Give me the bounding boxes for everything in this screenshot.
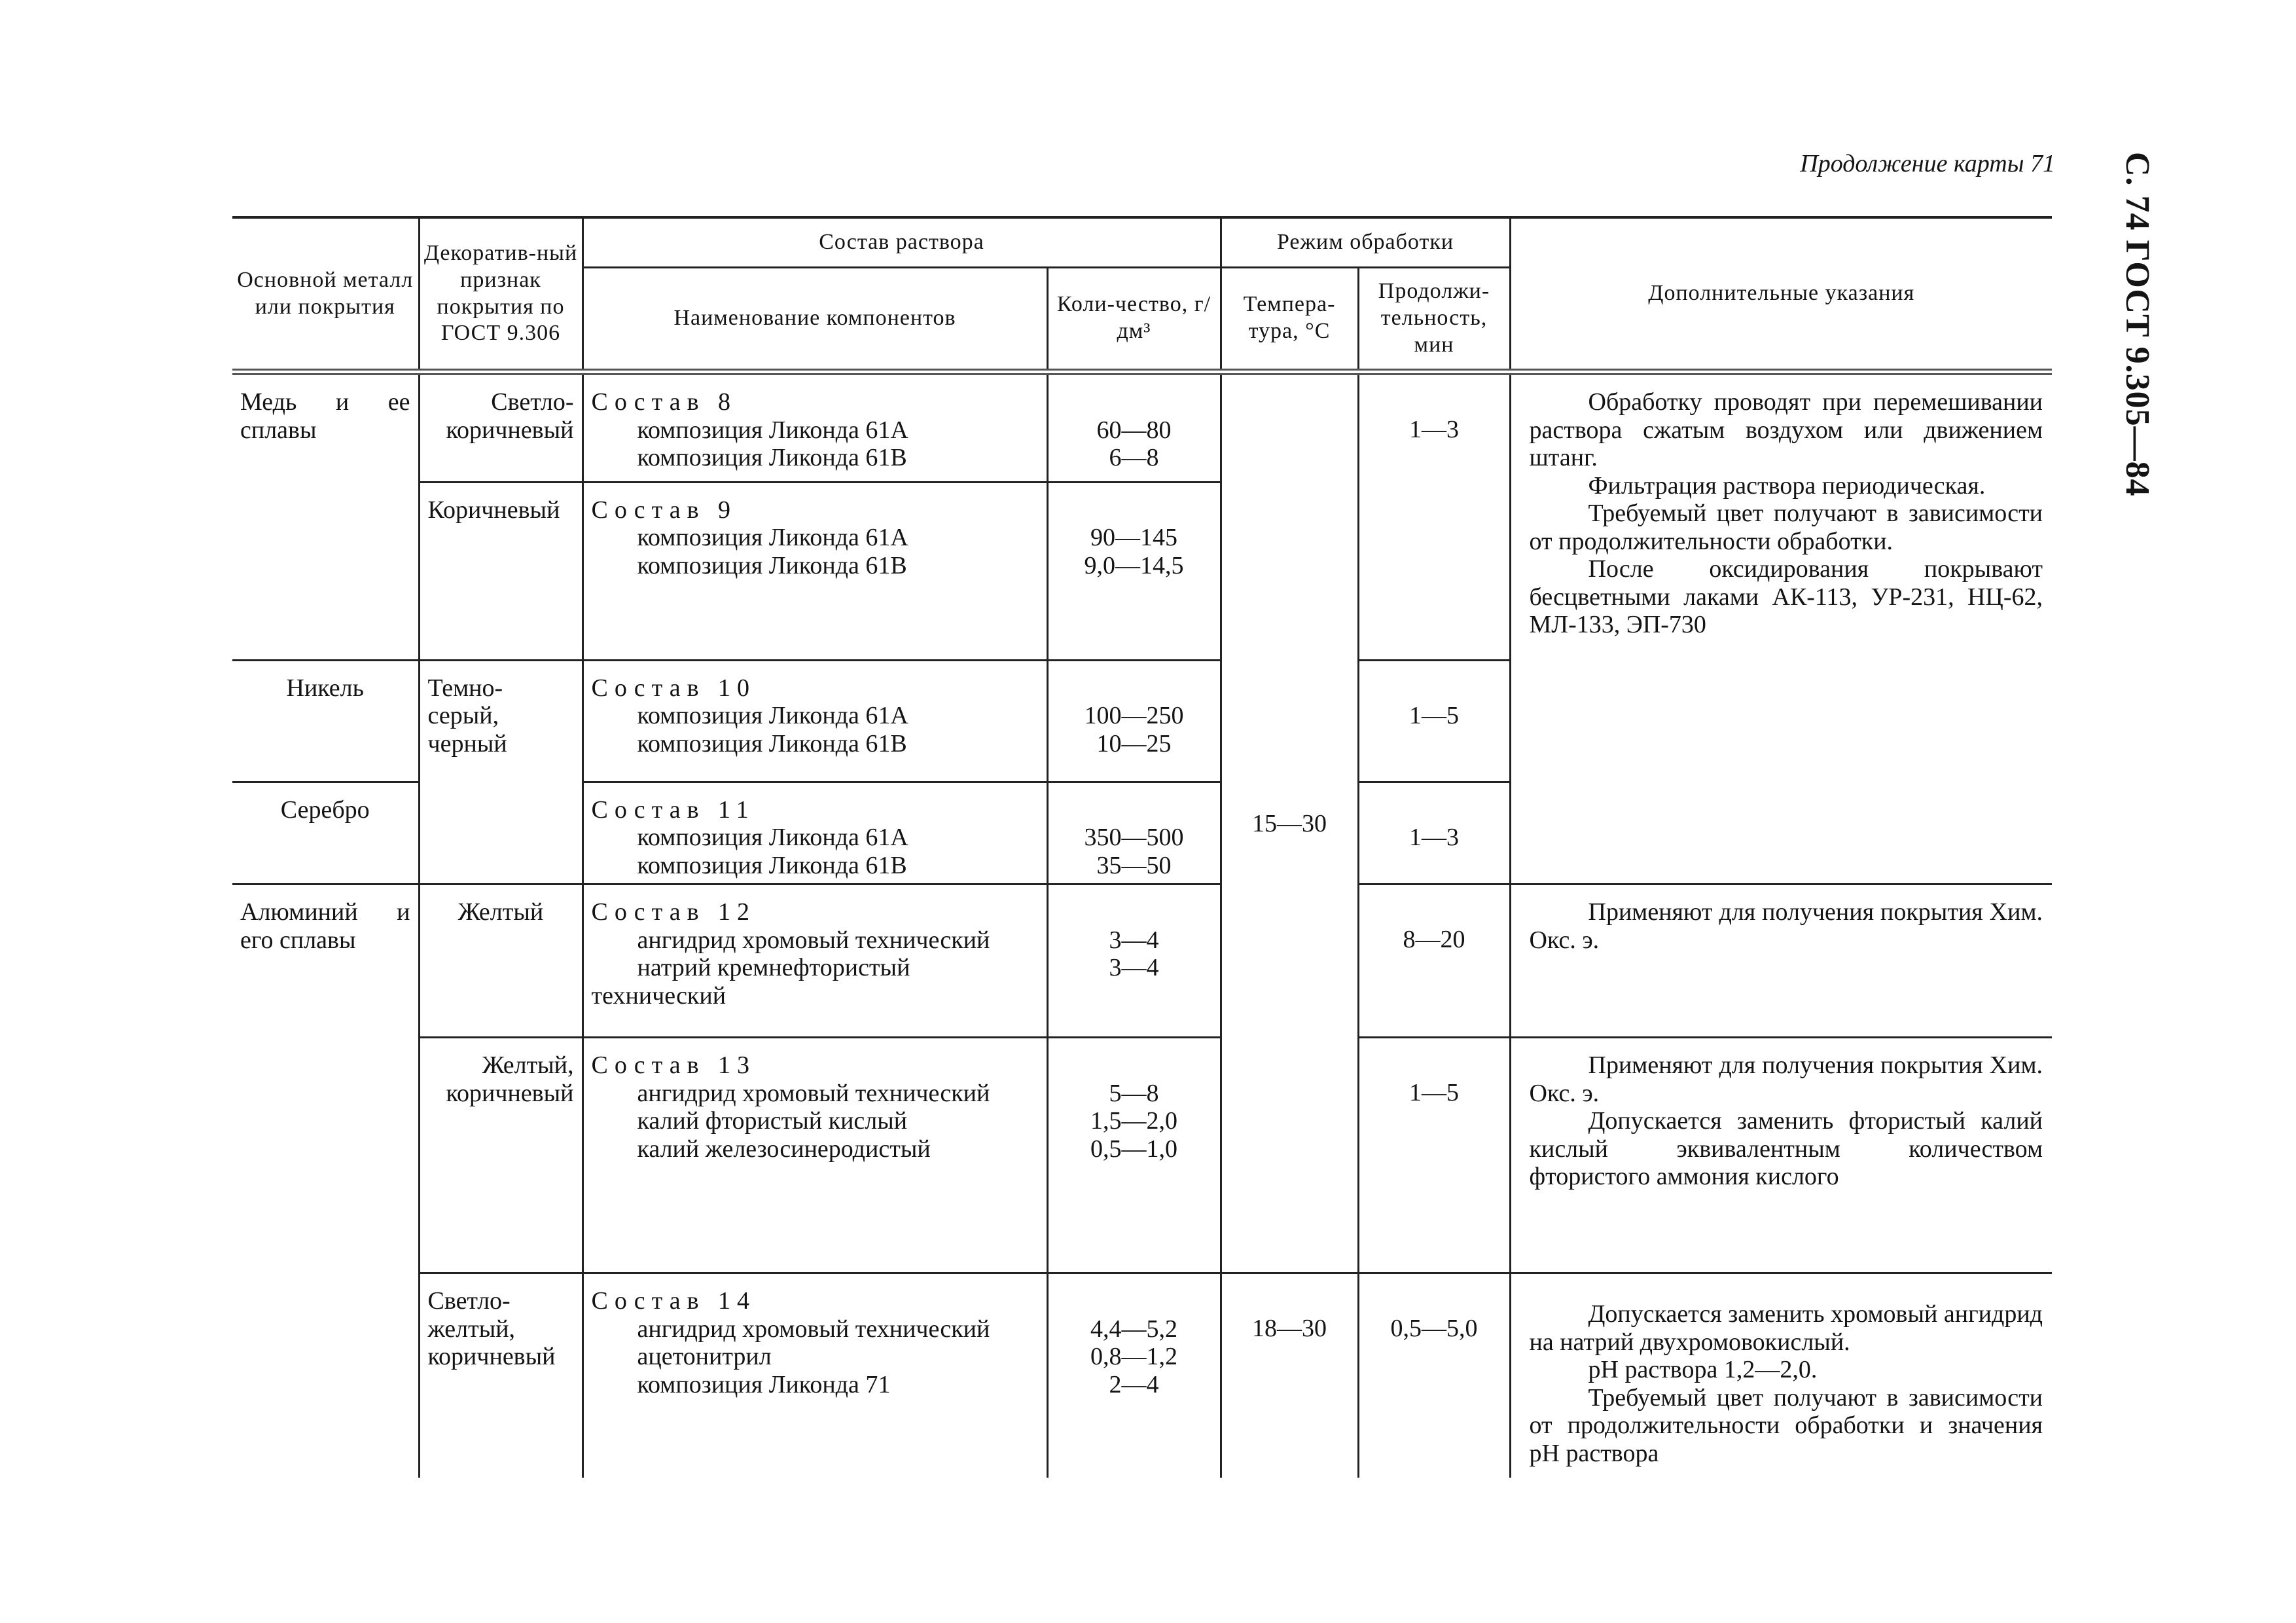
duration-cell [1358, 1038, 1510, 1273]
header-solution: Состав раствора [583, 217, 1221, 267]
header-component-name: Наименование компонентов [583, 267, 1047, 372]
quantity-value: 60—80 [1096, 416, 1172, 444]
base-metal-cell [232, 782, 419, 884]
quantity-value: 5—8 [1109, 1079, 1159, 1107]
temperature-cell [1221, 372, 1358, 1273]
components-cell [583, 660, 1047, 782]
components-cell [583, 1038, 1047, 1273]
decorative-cell [419, 372, 583, 482]
header-notes: Дополнительные указания [1510, 217, 2052, 372]
quantity-value: 90—145 [1090, 524, 1177, 552]
quantity-value: 9,0—14,5 [1084, 551, 1184, 579]
duration-value: 1—3 [1409, 823, 1459, 851]
duration-value: 1—3 [1409, 416, 1459, 443]
note-paragraph: Применяют для получения покрытия Хим. Окс. э. [1529, 898, 2043, 954]
decorative-cell [419, 660, 583, 884]
decorative-text: Желтый [457, 898, 544, 926]
note-paragraph: Требуемый цвет получают в зависимости от продолжительности обработки. [1529, 500, 2043, 555]
duration-cell [1358, 660, 1510, 782]
component-name: композиция Ликонда 61А [637, 824, 908, 852]
header-temperature: Темпера-тура, °С [1221, 267, 1358, 372]
decorative-cell [419, 482, 583, 660]
quantity-value: 6—8 [1109, 444, 1159, 472]
duration-cell [1358, 1273, 1510, 1478]
duration-value: 8—20 [1403, 926, 1465, 954]
note-cell [1510, 1038, 2052, 1273]
quantity-value: 2—4 [1109, 1370, 1159, 1398]
duration-value: 0,5—5,0 [1390, 1315, 1478, 1343]
header-quantity: Коли-чество, г/дм³ [1047, 267, 1221, 372]
composition-title: Состав 12 [591, 898, 757, 926]
note-cell [1510, 372, 2052, 884]
note-cell [1510, 1273, 2052, 1478]
decorative-cell [419, 884, 583, 1038]
continuation-label: Продолжение карты 71 [1800, 150, 2055, 177]
components-cell [583, 482, 1047, 660]
header-decorative: Декоратив-ный признак покрытия по ГОСТ 9.306 [419, 217, 583, 372]
component-name: композиция Ликонда 61А [637, 524, 908, 552]
decorative-cell [419, 1038, 583, 1273]
quantity-value: 35—50 [1096, 851, 1172, 879]
quantity-cell [1047, 372, 1221, 482]
note-paragraph: Обработку проводят при перемешивании раствора сжатым воздухом или движением штанг. [1529, 388, 2043, 472]
note-paragraph: Требуемый цвет получают в зависимости от продолжительности обработки и значения рН раствора [1529, 1383, 2043, 1467]
decorative-text: Темно-серый, черный [427, 674, 507, 757]
component-name: композиция Ликонда 61В [637, 851, 907, 879]
components-cell [583, 1273, 1047, 1478]
component-name: композиция Ликонда 61А [637, 702, 908, 730]
note-cell [1510, 884, 2052, 1038]
composition-title: Состав 8 [591, 388, 738, 416]
duration-cell [1358, 372, 1510, 660]
header-mode: Режим обработки [1221, 217, 1510, 267]
duration-cell [1358, 884, 1510, 1038]
components-cell [583, 782, 1047, 884]
header-duration: Продолжи-тельность, мин [1358, 267, 1510, 372]
base-metal-text: Медь и ее сплавы [240, 388, 410, 444]
quantity-value: 100—250 [1084, 702, 1184, 730]
note-paragraph: Допускается заменить фтористый калий кислый эквивалентным количеством фтористого аммония кислого [1529, 1107, 2043, 1191]
temperature-value: 18—30 [1252, 1315, 1327, 1343]
components-cell [583, 884, 1047, 1038]
treatment-table [232, 216, 2052, 1478]
temperature-value: 15—30 [1252, 809, 1327, 837]
quantity-value: 3—4 [1109, 926, 1159, 954]
component-name: натрий кремнефтористый технический [591, 954, 910, 1010]
composition-title: Состав 11 [591, 795, 755, 824]
base-metal-cell [232, 660, 419, 782]
decorative-text: Светло-желтый, коричневый [427, 1287, 556, 1371]
note-paragraph: Допускается заменить хромовый ангидрид на натрий двухромовокислый. [1529, 1300, 2043, 1356]
component-name: ангидрид хромовый технический [637, 1079, 990, 1107]
component-name: композиция Ликонда 61В [637, 551, 907, 579]
table-row [232, 372, 2052, 482]
quantity-value: 0,8—1,2 [1090, 1343, 1177, 1371]
composition-title: Состав 14 [591, 1287, 757, 1315]
component-name: ацетонитрил [637, 1343, 772, 1371]
quantity-cell [1047, 884, 1221, 1038]
note-paragraph: Фильтрация раствора периодическая. [1588, 471, 1986, 500]
note-paragraph: рН раствора 1,2—2,0. [1588, 1356, 1818, 1384]
quantity-value: 1,5—2,0 [1090, 1107, 1177, 1135]
temperature-cell [1221, 1273, 1358, 1478]
base-metal-text: Алюминий и его сплавы [240, 898, 410, 954]
composition-title: Состав 13 [591, 1051, 757, 1080]
header-base-metal: Основной металл или покрытия [232, 217, 419, 372]
decorative-text: Светло-коричневый [446, 388, 574, 444]
components-cell [583, 372, 1047, 482]
decorative-cell [419, 1273, 583, 1478]
quantity-value: 10—25 [1096, 729, 1172, 757]
document-page-label: С. 74 ГОСТ 9.305—84 [2119, 152, 2156, 497]
table-row [232, 1273, 2052, 1478]
base-metal-text: Серебро [280, 795, 370, 824]
duration-value: 1—5 [1409, 1079, 1459, 1107]
quantity-cell [1047, 1038, 1221, 1273]
quantity-cell [1047, 1273, 1221, 1478]
decorative-text: Желтый, коричневый [446, 1051, 574, 1107]
note-paragraph: Применяют для получения покрытия Хим. Окс. э. [1529, 1051, 2043, 1107]
decorative-text: Коричневый [427, 496, 560, 524]
component-name: композиция Ликонда 61В [637, 729, 907, 757]
component-name: композиция Ликонда 61А [637, 416, 908, 444]
table-row [232, 884, 2052, 1038]
component-name: ангидрид хромовый технический [637, 1315, 990, 1343]
quantity-cell [1047, 482, 1221, 660]
duration-cell [1358, 782, 1510, 884]
component-name: калий железосинеродистый [637, 1135, 931, 1163]
component-name: ангидрид хромовый технический [637, 926, 990, 954]
component-name: композиция Ликонда 71 [637, 1370, 891, 1398]
quantity-value: 350—500 [1084, 824, 1184, 852]
component-name: калий фтористый кислый [637, 1107, 908, 1135]
quantity-value: 4,4—5,2 [1090, 1315, 1177, 1343]
quantity-value: 0,5—1,0 [1090, 1135, 1177, 1163]
base-metal-cell [232, 884, 419, 1478]
base-metal-cell [232, 372, 419, 660]
quantity-value: 3—4 [1109, 954, 1159, 982]
note-paragraph: После оксидирования покрывают бесцветными лаками АК-113, УР-231, НЦ-62, МЛ-133, ЭП-730 [1529, 555, 2043, 639]
duration-value: 1—5 [1409, 701, 1459, 729]
quantity-cell [1047, 660, 1221, 782]
composition-title: Состав 10 [591, 674, 757, 702]
table-row [232, 1038, 2052, 1273]
base-metal-text: Никель [286, 674, 364, 702]
composition-title: Состав 9 [591, 496, 738, 524]
quantity-cell [1047, 782, 1221, 884]
component-name: композиция Ликонда 61В [637, 444, 907, 472]
